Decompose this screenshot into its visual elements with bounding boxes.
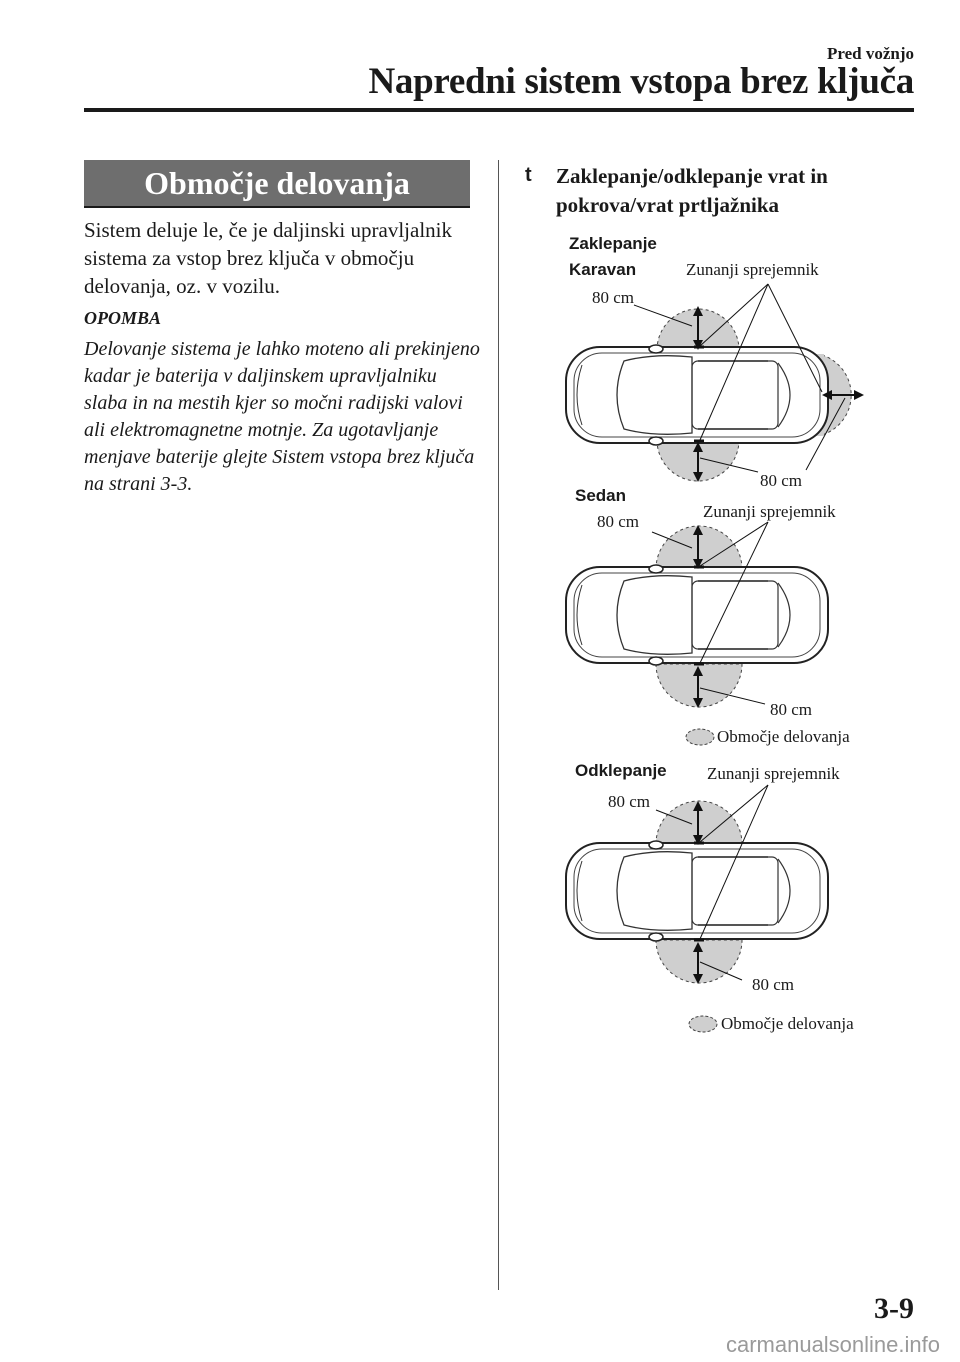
bullet-marker: t (525, 164, 532, 186)
diagram-label-zaklepanje: Zaklepanje (569, 234, 657, 253)
distance-label-bottom: 80 cm (760, 471, 803, 490)
header-section-label: Pred vožnjo (826, 44, 914, 63)
legend-label: Območje delovanja (721, 1014, 854, 1033)
body-paragraph: Sistem deluje le, če je daljinski upravljalnik sistema za vstop brez ključa v območju delovanja, oz. v vozilu. (84, 218, 452, 298)
note-heading: OPOMBA (84, 308, 162, 328)
watermark: carmanualsonline.info (725, 1332, 940, 1357)
antenna-label: Zunanji sprejemnik (686, 260, 819, 279)
subsection-heading: Zaklepanje/odklepanje vrat in pokrova/vrat prtljažnika (556, 164, 828, 217)
section-heading: Območje delovanja (84, 160, 470, 206)
diagram-label-karavan: Karavan (569, 260, 637, 279)
distance-label-bottom: 80 cm (770, 700, 813, 719)
distance-label-top: 80 cm (592, 288, 635, 307)
distance-label-top: 80 cm (597, 512, 640, 531)
distance-label-bottom: 80 cm (752, 975, 795, 994)
page-number: 3-9 (874, 1292, 914, 1325)
diagram-karavan (566, 284, 864, 482)
antenna-label: Zunanji sprejemnik (707, 764, 840, 783)
distance-label-top: 80 cm (608, 792, 651, 811)
diagram-label-odklepanje: Odklepanje (575, 761, 667, 780)
header-title: Napredni sistem vstopa brez ključa (368, 61, 914, 102)
legend-label: Območje delovanja (717, 727, 850, 746)
antenna-label: Zunanji sprejemnik (703, 502, 836, 521)
note-text: Delovanje sistema je lahko moteno ali prekinjeno kadar je baterija v daljinskem upravljalniku slaba in na mestih kjer so močni radijski valovi ali elektromagnetne motnje. Za ugotavljanje menjave baterije glejte Sistem vstopa brez ključa na strani 3-3. (84, 338, 480, 495)
diagram-label-sedan: Sedan (575, 486, 627, 505)
